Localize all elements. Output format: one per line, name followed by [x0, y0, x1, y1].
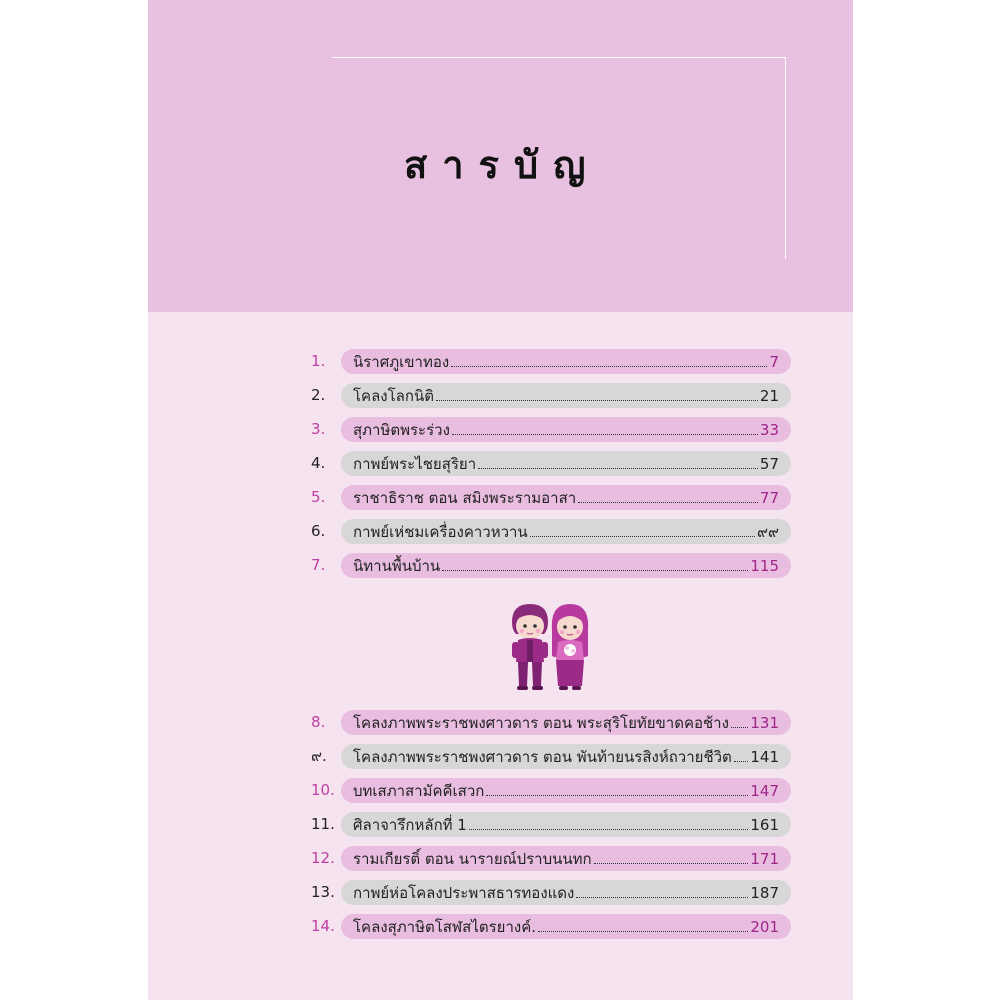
toc-dot-leader — [576, 897, 748, 898]
toc-entry-content — [353, 451, 779, 476]
toc-entry-number: 1. — [311, 352, 326, 370]
toc-entry-page: ๙๙ — [757, 522, 779, 541]
toc-dot-leader — [530, 536, 755, 537]
toc-entry-content — [353, 383, 779, 408]
toc-entry[interactable] — [311, 383, 791, 408]
toc-entry[interactable] — [311, 914, 791, 939]
toc-entry-page: 171 — [750, 849, 779, 868]
toc-entry-page: 141 — [750, 747, 779, 766]
toc-entry-number: 11. — [311, 815, 335, 833]
toc-entry[interactable] — [311, 349, 791, 374]
toc-entry-title: บทเสภาสามัคคีเสวก — [353, 781, 485, 800]
toc-entry-title: นิทานพื้นบ้าน — [353, 556, 441, 575]
toc-entry-number: 10. — [311, 781, 335, 799]
toc-entry[interactable] — [311, 519, 791, 544]
toc-dot-leader — [469, 829, 749, 830]
toc-entry-content — [353, 812, 779, 837]
toc-entry-number: 8. — [311, 713, 326, 731]
toc-entry-content — [353, 710, 779, 735]
toc-entry-title: กาพย์เห่ชมเครื่องคาวหวาน — [353, 522, 528, 541]
toc-entry-title: โคลงภาพพระราชพงศาวดาร ตอน พันท้ายนรสิงห์ถวายชีวิต — [353, 747, 732, 766]
frame-line-top — [332, 57, 786, 58]
toc-entry[interactable] — [311, 451, 791, 476]
header-band — [148, 0, 853, 312]
toc-dot-leader — [442, 570, 748, 571]
toc-entry-number: ๙. — [311, 747, 327, 765]
toc-entry-number: 14. — [311, 917, 335, 935]
toc-entry-number: 3. — [311, 420, 326, 438]
toc-entry-title: ศิลาจารึกหลักที่ 1 — [353, 815, 467, 834]
toc-list-1 — [311, 349, 791, 578]
toc-entry-content — [353, 880, 779, 905]
toc-entry[interactable] — [311, 417, 791, 442]
toc-entry-title: นิราศภูเขาทอง — [353, 352, 450, 371]
toc-entry-number: 13. — [311, 883, 335, 901]
toc-dot-leader — [452, 434, 758, 435]
toc-entry-title: กาพย์ห่อโคลงประพาสธารทองแดง — [353, 883, 575, 902]
toc-entry-title: โคลงสุภาษิตโสฬสไตรยางค์. — [353, 917, 537, 936]
toc-entry[interactable] — [311, 812, 791, 837]
toc-entry[interactable] — [311, 744, 791, 769]
toc-entry-page: 161 — [750, 815, 779, 834]
toc-entry[interactable] — [311, 778, 791, 803]
toc-dot-leader — [734, 761, 749, 762]
toc-entry-page: 131 — [750, 713, 779, 732]
toc-entry-number: 6. — [311, 522, 326, 540]
toc-entry-page: 147 — [750, 781, 779, 800]
toc-entry-content — [353, 519, 779, 544]
book-page — [148, 0, 853, 1000]
page-title: สารบัญ — [404, 143, 601, 187]
toc-entry[interactable] — [311, 846, 791, 871]
toc-section-2 — [311, 710, 791, 948]
toc-list-2 — [311, 710, 791, 939]
toc-dot-leader — [486, 795, 748, 796]
toc-entry[interactable] — [311, 710, 791, 735]
toc-entry[interactable] — [311, 553, 791, 578]
toc-entry-content — [353, 485, 779, 510]
toc-section-1 — [311, 349, 791, 587]
toc-entry-page: 201 — [750, 917, 779, 936]
toc-dot-leader — [578, 502, 758, 503]
toc-entry-content — [353, 553, 779, 578]
toc-entry-number: 2. — [311, 386, 326, 404]
toc-dot-leader — [451, 366, 767, 367]
toc-entry-title: กาพย์พระไชยสุริยา — [353, 454, 477, 473]
toc-entry-content — [353, 914, 779, 939]
thai-couple-icon — [500, 600, 596, 696]
toc-dot-leader — [731, 727, 748, 728]
toc-entry[interactable] — [311, 880, 791, 905]
toc-entry-number: 4. — [311, 454, 326, 472]
toc-entry-content — [353, 846, 779, 871]
frame-line-right — [785, 57, 786, 259]
toc-entry-content — [353, 417, 779, 442]
toc-entry-number: 5. — [311, 488, 326, 506]
toc-dot-leader — [436, 400, 758, 401]
toc-entry-title: ราชาธิราช ตอน สมิงพระรามอาสา — [353, 488, 577, 507]
toc-entry-number: 12. — [311, 849, 335, 867]
toc-entry-title: สุภาษิตพระร่วง — [353, 420, 450, 439]
toc-entry[interactable] — [311, 485, 791, 510]
thai-couple-illustration — [500, 600, 596, 696]
toc-entry-title: โคลงโลกนิติ — [353, 386, 434, 405]
toc-entry-content — [353, 778, 779, 803]
toc-entry-number: 7. — [311, 556, 326, 574]
toc-entry-content — [353, 744, 779, 769]
toc-entry-page: 187 — [750, 883, 779, 902]
toc-entry-title: รามเกียรติ์ ตอน นารายณ์ปราบนนทก — [353, 849, 592, 868]
toc-entry-page: 7 — [769, 352, 779, 371]
toc-entry-content — [353, 349, 779, 374]
toc-entry-page: 115 — [750, 556, 779, 575]
toc-dot-leader — [594, 863, 749, 864]
toc-entry-page: 57 — [759, 454, 779, 473]
toc-entry-page: 77 — [759, 488, 779, 507]
toc-entry-page: 33 — [759, 420, 779, 439]
toc-dot-leader — [538, 931, 748, 932]
toc-dot-leader — [478, 468, 758, 469]
toc-entry-page: 21 — [759, 386, 779, 405]
toc-entry-title: โคลงภาพพระราชพงศาวดาร ตอน พระสุริโยทัยขาดคอช้าง — [353, 713, 729, 732]
